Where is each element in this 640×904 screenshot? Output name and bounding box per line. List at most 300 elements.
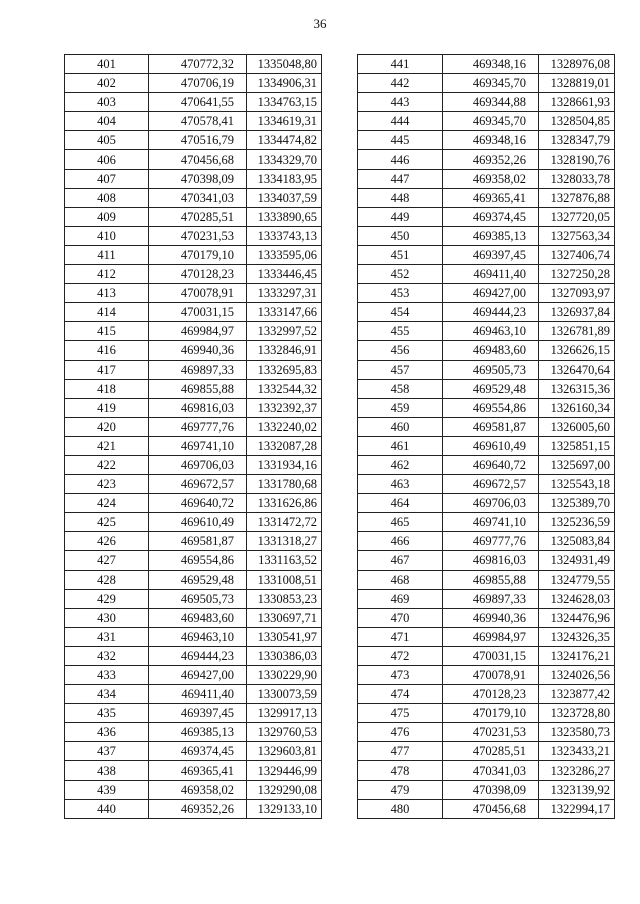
table-row — [65, 494, 322, 513]
table-row — [65, 723, 322, 742]
x-coordinate-cell: 469397,45 — [443, 245, 539, 264]
point-number-cell: 411 — [65, 245, 149, 264]
y-coordinate-cell: 1331008,51 — [247, 570, 322, 589]
x-coordinate-cell: 469352,26 — [443, 150, 539, 169]
y-coordinate-cell: 1326315,36 — [539, 379, 615, 398]
table-row — [65, 284, 322, 303]
x-coordinate-cell: 470516,79 — [149, 131, 247, 150]
y-coordinate-cell: 1333297,31 — [247, 284, 322, 303]
y-coordinate-cell: 1328661,93 — [539, 93, 615, 112]
point-number-cell: 419 — [65, 398, 149, 417]
table-row — [65, 55, 322, 74]
y-coordinate-cell: 1327720,05 — [539, 207, 615, 226]
x-coordinate-cell: 470231,53 — [149, 226, 247, 245]
point-number-cell: 432 — [65, 646, 149, 665]
x-coordinate-cell: 469358,02 — [443, 169, 539, 188]
y-coordinate-cell: 1332695,83 — [247, 360, 322, 379]
x-coordinate-cell: 469984,97 — [443, 627, 539, 646]
y-coordinate-cell: 1329917,13 — [247, 704, 322, 723]
y-coordinate-cell: 1334763,15 — [247, 93, 322, 112]
point-number-cell: 426 — [65, 532, 149, 551]
y-coordinate-cell: 1332240,02 — [247, 417, 322, 436]
table-row — [65, 188, 322, 207]
table-row — [65, 112, 322, 131]
page-number: 36 — [313, 16, 327, 31]
x-coordinate-cell: 470128,23 — [149, 265, 247, 284]
table-row — [65, 74, 322, 93]
table-row — [358, 704, 615, 723]
x-coordinate-cell: 470706,19 — [149, 74, 247, 93]
x-coordinate-cell: 469463,10 — [443, 322, 539, 341]
point-number-cell: 434 — [65, 685, 149, 704]
point-number-cell: 438 — [65, 761, 149, 780]
x-coordinate-cell: 469483,60 — [149, 608, 247, 627]
y-coordinate-cell: 1328819,01 — [539, 74, 615, 93]
point-number-cell: 441 — [358, 55, 443, 74]
y-coordinate-cell: 1328504,85 — [539, 112, 615, 131]
table-row — [358, 685, 615, 704]
point-number-cell: 413 — [65, 284, 149, 303]
x-coordinate-cell: 469358,02 — [149, 780, 247, 799]
x-coordinate-cell: 469777,76 — [443, 532, 539, 551]
point-number-cell: 433 — [65, 666, 149, 685]
y-coordinate-cell: 1334037,59 — [247, 188, 322, 207]
point-number-cell: 448 — [358, 188, 443, 207]
point-number-cell: 460 — [358, 417, 443, 436]
y-coordinate-cell: 1334474,82 — [247, 131, 322, 150]
y-coordinate-cell: 1326781,89 — [539, 322, 615, 341]
table-row — [358, 188, 615, 207]
point-number-cell: 439 — [65, 780, 149, 799]
point-number-cell: 429 — [65, 589, 149, 608]
x-coordinate-cell: 469463,10 — [149, 627, 247, 646]
x-coordinate-cell: 469444,23 — [443, 303, 539, 322]
x-coordinate-cell: 470578,41 — [149, 112, 247, 131]
point-number-cell: 458 — [358, 379, 443, 398]
table-row — [65, 207, 322, 226]
table-row — [358, 398, 615, 417]
point-number-cell: 463 — [358, 475, 443, 494]
x-coordinate-cell: 469348,16 — [443, 55, 539, 74]
x-coordinate-cell: 469816,03 — [149, 398, 247, 417]
table-row — [65, 341, 322, 360]
x-coordinate-cell: 469385,13 — [443, 226, 539, 245]
y-coordinate-cell: 1324026,56 — [539, 666, 615, 685]
table-row — [358, 761, 615, 780]
table-row — [358, 245, 615, 264]
point-number-cell: 423 — [65, 475, 149, 494]
x-coordinate-cell: 470641,55 — [149, 93, 247, 112]
y-coordinate-cell: 1333890,65 — [247, 207, 322, 226]
table-body — [358, 55, 615, 819]
x-coordinate-cell: 469505,73 — [149, 589, 247, 608]
point-number-cell: 474 — [358, 685, 443, 704]
point-number-cell: 445 — [358, 131, 443, 150]
point-number-cell: 462 — [358, 455, 443, 474]
y-coordinate-cell: 1325389,70 — [539, 494, 615, 513]
point-number-cell: 414 — [65, 303, 149, 322]
x-coordinate-cell: 469741,10 — [443, 513, 539, 532]
x-coordinate-cell: 469640,72 — [443, 455, 539, 474]
y-coordinate-cell: 1330386,03 — [247, 646, 322, 665]
point-number-cell: 452 — [358, 265, 443, 284]
x-coordinate-cell: 469777,76 — [149, 417, 247, 436]
point-number-cell: 422 — [65, 455, 149, 474]
y-coordinate-cell: 1325697,00 — [539, 455, 615, 474]
table-row — [358, 322, 615, 341]
x-coordinate-cell: 469984,97 — [149, 322, 247, 341]
y-coordinate-cell: 1331626,86 — [247, 494, 322, 513]
y-coordinate-cell: 1331780,68 — [247, 475, 322, 494]
table-row — [358, 723, 615, 742]
x-coordinate-cell: 469855,88 — [149, 379, 247, 398]
table-row — [358, 494, 615, 513]
table-row — [358, 513, 615, 532]
x-coordinate-cell: 470772,32 — [149, 55, 247, 74]
y-coordinate-cell: 1332846,91 — [247, 341, 322, 360]
table-body — [65, 55, 322, 819]
table-row — [65, 704, 322, 723]
x-coordinate-cell: 469483,60 — [443, 341, 539, 360]
table-row — [65, 666, 322, 685]
y-coordinate-cell: 1331318,27 — [247, 532, 322, 551]
x-coordinate-cell: 469581,87 — [149, 532, 247, 551]
x-coordinate-cell: 469940,36 — [443, 608, 539, 627]
y-coordinate-cell: 1330229,90 — [247, 666, 322, 685]
y-coordinate-cell: 1327406,74 — [539, 245, 615, 264]
point-number-cell: 461 — [358, 436, 443, 455]
table-row — [358, 436, 615, 455]
point-number-cell: 431 — [65, 627, 149, 646]
point-number-cell: 443 — [358, 93, 443, 112]
y-coordinate-cell: 1322994,17 — [539, 799, 615, 818]
y-coordinate-cell: 1323433,21 — [539, 742, 615, 761]
point-number-cell: 437 — [65, 742, 149, 761]
point-number-cell: 421 — [65, 436, 149, 455]
table-row — [358, 341, 615, 360]
table-row — [65, 265, 322, 284]
y-coordinate-cell: 1327250,28 — [539, 265, 615, 284]
y-coordinate-cell: 1325543,18 — [539, 475, 615, 494]
x-coordinate-cell: 469897,33 — [443, 589, 539, 608]
point-number-cell: 424 — [65, 494, 149, 513]
y-coordinate-cell: 1328976,08 — [539, 55, 615, 74]
table-row — [358, 150, 615, 169]
y-coordinate-cell: 1331934,16 — [247, 455, 322, 474]
x-coordinate-cell: 470456,68 — [443, 799, 539, 818]
table-row — [65, 436, 322, 455]
point-number-cell: 459 — [358, 398, 443, 417]
point-number-cell: 408 — [65, 188, 149, 207]
point-number-cell: 467 — [358, 551, 443, 570]
point-number-cell: 450 — [358, 226, 443, 245]
point-number-cell: 440 — [65, 799, 149, 818]
table-row — [65, 685, 322, 704]
point-number-cell: 475 — [358, 704, 443, 723]
table-row — [65, 322, 322, 341]
x-coordinate-cell: 469741,10 — [149, 436, 247, 455]
x-coordinate-cell: 469427,00 — [149, 666, 247, 685]
x-coordinate-cell: 469365,41 — [149, 761, 247, 780]
x-coordinate-cell: 470398,09 — [149, 169, 247, 188]
table-row — [358, 742, 615, 761]
coordinates-table-left — [64, 54, 322, 819]
table-row — [358, 666, 615, 685]
x-coordinate-cell: 470031,15 — [149, 303, 247, 322]
y-coordinate-cell: 1333743,13 — [247, 226, 322, 245]
table-row — [358, 379, 615, 398]
table-row — [358, 360, 615, 379]
point-number-cell: 404 — [65, 112, 149, 131]
y-coordinate-cell: 1323728,80 — [539, 704, 615, 723]
x-coordinate-cell: 470285,51 — [149, 207, 247, 226]
table-row — [65, 608, 322, 627]
table-row — [358, 475, 615, 494]
table-row — [65, 532, 322, 551]
point-number-cell: 466 — [358, 532, 443, 551]
point-number-cell: 407 — [65, 169, 149, 188]
table-row — [65, 245, 322, 264]
y-coordinate-cell: 1328190,76 — [539, 150, 615, 169]
table-row — [65, 360, 322, 379]
x-coordinate-cell: 469816,03 — [443, 551, 539, 570]
point-number-cell: 478 — [358, 761, 443, 780]
point-number-cell: 427 — [65, 551, 149, 570]
point-number-cell: 470 — [358, 608, 443, 627]
table-row — [65, 799, 322, 818]
x-coordinate-cell: 469411,40 — [149, 685, 247, 704]
x-coordinate-cell: 470078,91 — [443, 666, 539, 685]
table-row — [358, 265, 615, 284]
x-coordinate-cell: 469554,86 — [149, 551, 247, 570]
x-coordinate-cell: 469672,57 — [149, 475, 247, 494]
point-number-cell: 416 — [65, 341, 149, 360]
table-row — [358, 799, 615, 818]
point-number-cell: 468 — [358, 570, 443, 589]
table-row — [65, 761, 322, 780]
x-coordinate-cell: 469348,16 — [443, 131, 539, 150]
y-coordinate-cell: 1334329,70 — [247, 150, 322, 169]
y-coordinate-cell: 1327093,97 — [539, 284, 615, 303]
y-coordinate-cell: 1331472,72 — [247, 513, 322, 532]
y-coordinate-cell: 1325236,59 — [539, 513, 615, 532]
table-row — [65, 475, 322, 494]
table-row — [65, 93, 322, 112]
x-coordinate-cell: 469940,36 — [149, 341, 247, 360]
x-coordinate-cell: 469411,40 — [443, 265, 539, 284]
y-coordinate-cell: 1326626,15 — [539, 341, 615, 360]
table-row — [358, 646, 615, 665]
point-number-cell: 418 — [65, 379, 149, 398]
point-number-cell: 412 — [65, 265, 149, 284]
y-coordinate-cell: 1332392,37 — [247, 398, 322, 417]
table-row — [65, 169, 322, 188]
x-coordinate-cell: 470179,10 — [443, 704, 539, 723]
x-coordinate-cell: 469345,70 — [443, 74, 539, 93]
point-number-cell: 480 — [358, 799, 443, 818]
y-coordinate-cell: 1325851,15 — [539, 436, 615, 455]
point-number-cell: 425 — [65, 513, 149, 532]
table-row — [358, 74, 615, 93]
table-row — [65, 303, 322, 322]
table-row — [65, 455, 322, 474]
y-coordinate-cell: 1326937,84 — [539, 303, 615, 322]
x-coordinate-cell: 469640,72 — [149, 494, 247, 513]
point-number-cell: 469 — [358, 589, 443, 608]
point-number-cell: 417 — [65, 360, 149, 379]
y-coordinate-cell: 1330541,97 — [247, 627, 322, 646]
x-coordinate-cell: 470078,91 — [149, 284, 247, 303]
y-coordinate-cell: 1328033,78 — [539, 169, 615, 188]
table-row — [65, 627, 322, 646]
y-coordinate-cell: 1327563,34 — [539, 226, 615, 245]
y-coordinate-cell: 1324931,49 — [539, 551, 615, 570]
y-coordinate-cell: 1332544,32 — [247, 379, 322, 398]
point-number-cell: 465 — [358, 513, 443, 532]
table-row — [358, 627, 615, 646]
point-number-cell: 472 — [358, 646, 443, 665]
x-coordinate-cell: 469529,48 — [443, 379, 539, 398]
y-coordinate-cell: 1330853,23 — [247, 589, 322, 608]
y-coordinate-cell: 1323139,92 — [539, 780, 615, 799]
point-number-cell: 435 — [65, 704, 149, 723]
x-coordinate-cell: 469581,87 — [443, 417, 539, 436]
x-coordinate-cell: 470231,53 — [443, 723, 539, 742]
x-coordinate-cell: 469505,73 — [443, 360, 539, 379]
table-row — [358, 55, 615, 74]
y-coordinate-cell: 1323877,42 — [539, 685, 615, 704]
x-coordinate-cell: 469529,48 — [149, 570, 247, 589]
coordinates-table-right — [357, 54, 615, 819]
y-coordinate-cell: 1326160,34 — [539, 398, 615, 417]
x-coordinate-cell: 469897,33 — [149, 360, 247, 379]
y-coordinate-cell: 1332997,52 — [247, 322, 322, 341]
x-coordinate-cell: 469345,70 — [443, 112, 539, 131]
point-number-cell: 454 — [358, 303, 443, 322]
point-number-cell: 415 — [65, 322, 149, 341]
point-number-cell: 479 — [358, 780, 443, 799]
y-coordinate-cell: 1334619,31 — [247, 112, 322, 131]
table-row — [65, 131, 322, 150]
point-number-cell: 436 — [65, 723, 149, 742]
y-coordinate-cell: 1329290,08 — [247, 780, 322, 799]
x-coordinate-cell: 470398,09 — [443, 780, 539, 799]
point-number-cell: 428 — [65, 570, 149, 589]
table-row — [65, 150, 322, 169]
table-row — [65, 646, 322, 665]
y-coordinate-cell: 1329133,10 — [247, 799, 322, 818]
table-row — [65, 513, 322, 532]
table-row — [358, 131, 615, 150]
y-coordinate-cell: 1329603,81 — [247, 742, 322, 761]
table-row — [358, 589, 615, 608]
x-coordinate-cell: 470341,03 — [443, 761, 539, 780]
x-coordinate-cell: 469855,88 — [443, 570, 539, 589]
x-coordinate-cell: 469706,03 — [149, 455, 247, 474]
point-number-cell: 406 — [65, 150, 149, 169]
x-coordinate-cell: 469397,45 — [149, 704, 247, 723]
x-coordinate-cell: 469344,88 — [443, 93, 539, 112]
x-coordinate-cell: 470128,23 — [443, 685, 539, 704]
point-number-cell: 476 — [358, 723, 443, 742]
table-row — [65, 417, 322, 436]
table-row — [65, 398, 322, 417]
table-row — [358, 570, 615, 589]
y-coordinate-cell: 1329760,53 — [247, 723, 322, 742]
x-coordinate-cell: 469427,00 — [443, 284, 539, 303]
y-coordinate-cell: 1334183,95 — [247, 169, 322, 188]
table-row — [65, 379, 322, 398]
point-number-cell: 442 — [358, 74, 443, 93]
point-number-cell: 451 — [358, 245, 443, 264]
x-coordinate-cell: 469554,86 — [443, 398, 539, 417]
x-coordinate-cell: 469365,41 — [443, 188, 539, 207]
x-coordinate-cell: 470179,10 — [149, 245, 247, 264]
x-coordinate-cell: 469374,45 — [443, 207, 539, 226]
x-coordinate-cell: 470341,03 — [149, 188, 247, 207]
table-row — [358, 207, 615, 226]
x-coordinate-cell: 469374,45 — [149, 742, 247, 761]
point-number-cell: 444 — [358, 112, 443, 131]
point-number-cell: 453 — [358, 284, 443, 303]
table-row — [65, 226, 322, 245]
y-coordinate-cell: 1330697,71 — [247, 608, 322, 627]
y-coordinate-cell: 1328347,79 — [539, 131, 615, 150]
table-row — [358, 226, 615, 245]
x-coordinate-cell: 469610,49 — [443, 436, 539, 455]
table-row — [358, 608, 615, 627]
x-coordinate-cell: 470285,51 — [443, 742, 539, 761]
x-coordinate-cell: 470456,68 — [149, 150, 247, 169]
point-number-cell: 403 — [65, 93, 149, 112]
y-coordinate-cell: 1326005,60 — [539, 417, 615, 436]
point-number-cell: 471 — [358, 627, 443, 646]
point-number-cell: 409 — [65, 207, 149, 226]
point-number-cell: 401 — [65, 55, 149, 74]
y-coordinate-cell: 1335048,80 — [247, 55, 322, 74]
point-number-cell: 457 — [358, 360, 443, 379]
table-row — [65, 570, 322, 589]
table-row — [65, 742, 322, 761]
y-coordinate-cell: 1325083,84 — [539, 532, 615, 551]
table-row — [358, 112, 615, 131]
table-row — [65, 589, 322, 608]
table-row — [358, 303, 615, 322]
point-number-cell: 477 — [358, 742, 443, 761]
y-coordinate-cell: 1323580,73 — [539, 723, 615, 742]
y-coordinate-cell: 1334906,31 — [247, 74, 322, 93]
table-row — [358, 284, 615, 303]
point-number-cell: 455 — [358, 322, 443, 341]
table-row — [358, 780, 615, 799]
y-coordinate-cell: 1324476,96 — [539, 608, 615, 627]
x-coordinate-cell: 469385,13 — [149, 723, 247, 742]
point-number-cell: 405 — [65, 131, 149, 150]
y-coordinate-cell: 1331163,52 — [247, 551, 322, 570]
y-coordinate-cell: 1323286,27 — [539, 761, 615, 780]
table-row — [65, 780, 322, 799]
y-coordinate-cell: 1324779,55 — [539, 570, 615, 589]
point-number-cell: 430 — [65, 608, 149, 627]
point-number-cell: 464 — [358, 494, 443, 513]
table-row — [358, 169, 615, 188]
y-coordinate-cell: 1333147,66 — [247, 303, 322, 322]
y-coordinate-cell: 1329446,99 — [247, 761, 322, 780]
y-coordinate-cell: 1324326,35 — [539, 627, 615, 646]
y-coordinate-cell: 1324628,03 — [539, 589, 615, 608]
y-coordinate-cell: 1330073,59 — [247, 685, 322, 704]
x-coordinate-cell: 469672,57 — [443, 475, 539, 494]
